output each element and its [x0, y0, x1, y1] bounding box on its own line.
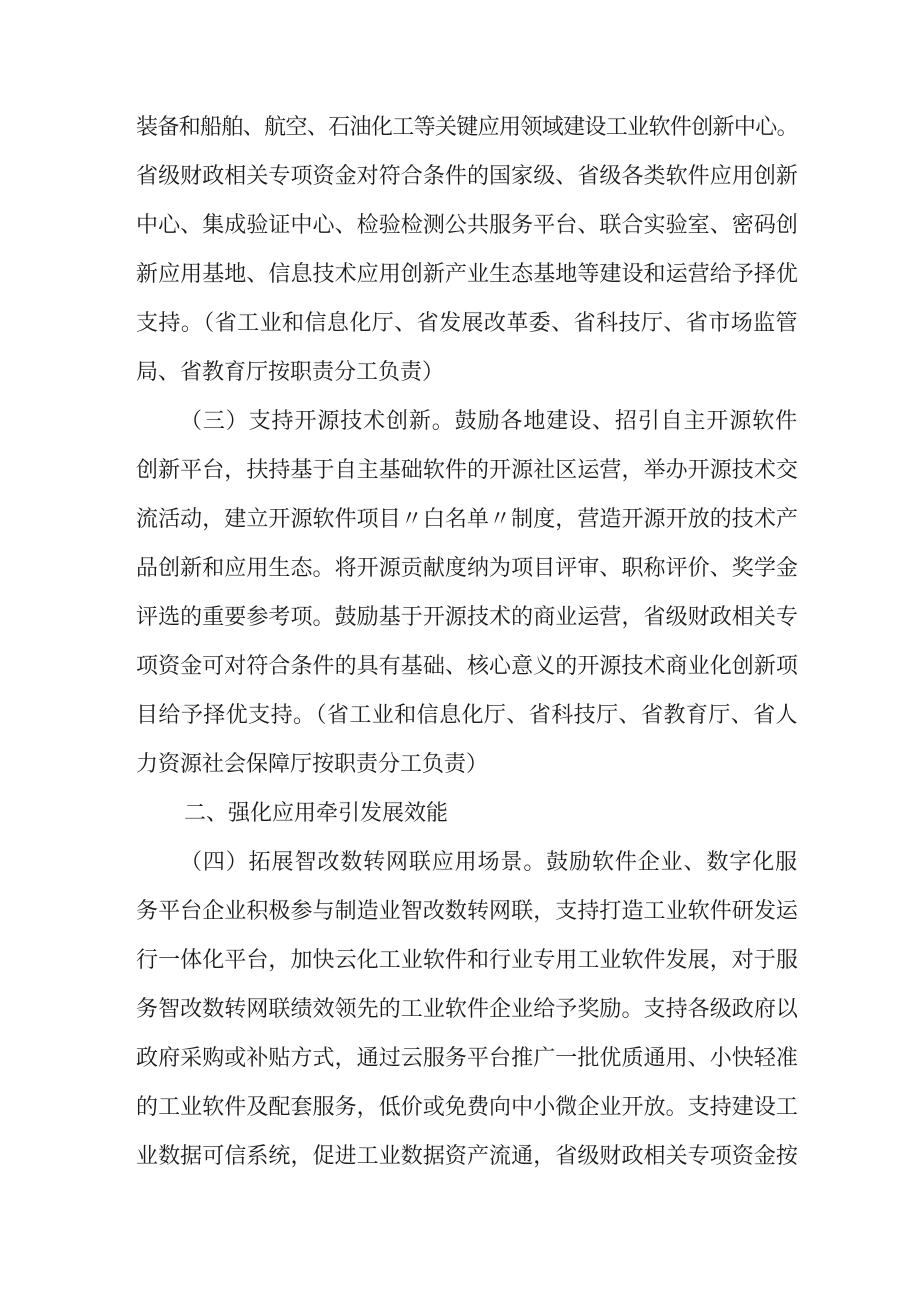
text-line-content: 目给予择优支持。（省工业和信息化厅、省科技厅、省教育厅、省人 [136, 703, 798, 728]
text-line-content: 评选的重要参考项。鼓励基于开源技术的商业运营，省级财政相关专 [136, 605, 798, 630]
text-line-content: 行一体化平台，加快云化工业软件和行业专用工业软件发展，对于服 [136, 948, 798, 973]
text-line [0, 1039, 920, 1079]
text-line [0, 1137, 920, 1177]
text-line-content: （四）拓展智改数转网联应用场景。鼓励软件企业、数字化服 [180, 850, 798, 875]
text-line [0, 843, 920, 883]
text-line [0, 353, 920, 393]
text-line [0, 1088, 920, 1128]
text-line [0, 500, 920, 540]
section-heading [0, 794, 920, 834]
text-line-content: 省级财政相关专项资金对符合条件的国家级、省级各类软件应用创新 [136, 164, 798, 189]
text-line [0, 549, 920, 589]
text-line-content: 局、省教育厅按职责分工负责） [136, 360, 445, 385]
text-line-content: 务平台企业积极参与制造业智改数转网联，支持打造工业软件研发运 [136, 899, 798, 924]
text-line [0, 990, 920, 1030]
text-line-content: 中心、集成验证中心、检验检测公共服务平台、联合实验室、密码创 [136, 213, 798, 238]
section-heading-text: 二、强化应用牵引发展效能 [184, 801, 449, 826]
text-line [0, 892, 920, 932]
text-line [0, 206, 920, 246]
text-line-content: 品创新和应用生态。将开源贡献度纳为项目评审、职称评价、奖学金 [136, 556, 798, 581]
text-line [0, 108, 920, 148]
text-line [0, 402, 920, 442]
text-line-content: 创新平台，扶持基于自主基础软件的开源社区运营，举办开源技术交 [136, 458, 798, 483]
text-line-content: 务智改数转网联绩效领先的工业软件企业给予奖励。支持各级政府以 [136, 997, 798, 1022]
text-line [0, 598, 920, 638]
text-line-content: 支持。（省工业和信息化厅、省发展改革委、省科技厅、省市场监管 [136, 311, 798, 336]
text-line-content: 流活动，建立开源软件项目〃白名单〃制度，营造开源开放的技术产 [136, 507, 798, 532]
text-line-content: 业数据可信系统，促进工业数据资产流通，省级财政相关专项资金按 [136, 1144, 798, 1169]
text-line-content: 力资源社会保障厅按职责分工负责） [136, 752, 489, 777]
text-line [0, 451, 920, 491]
text-line [0, 304, 920, 344]
text-line-content: 装备和船舶、航空、石油化工等关键应用领域建设工业软件创新中心。 [136, 115, 798, 140]
text-line [0, 696, 920, 736]
text-line-content: （三）支持开源技术创新。鼓励各地建设、招引自主开源软件 [180, 409, 798, 434]
text-line-content: 政府采购或补贴方式，通过云服务平台推广一批优质通用、小快轻准 [136, 1046, 798, 1071]
text-line [0, 941, 920, 981]
text-line [0, 647, 920, 687]
text-line-content: 项资金可对符合条件的具有基础、核心意义的开源技术商业化创新项 [136, 654, 798, 679]
text-line [0, 745, 920, 785]
text-line-content: 的工业软件及配套服务，低价或免费向中小微企业开放。支持建设工 [136, 1095, 798, 1120]
text-line-content: 新应用基地、信息技术应用创新产业生态基地等建设和运营给予择优 [136, 262, 798, 287]
text-line [0, 255, 920, 295]
text-line [0, 157, 920, 197]
